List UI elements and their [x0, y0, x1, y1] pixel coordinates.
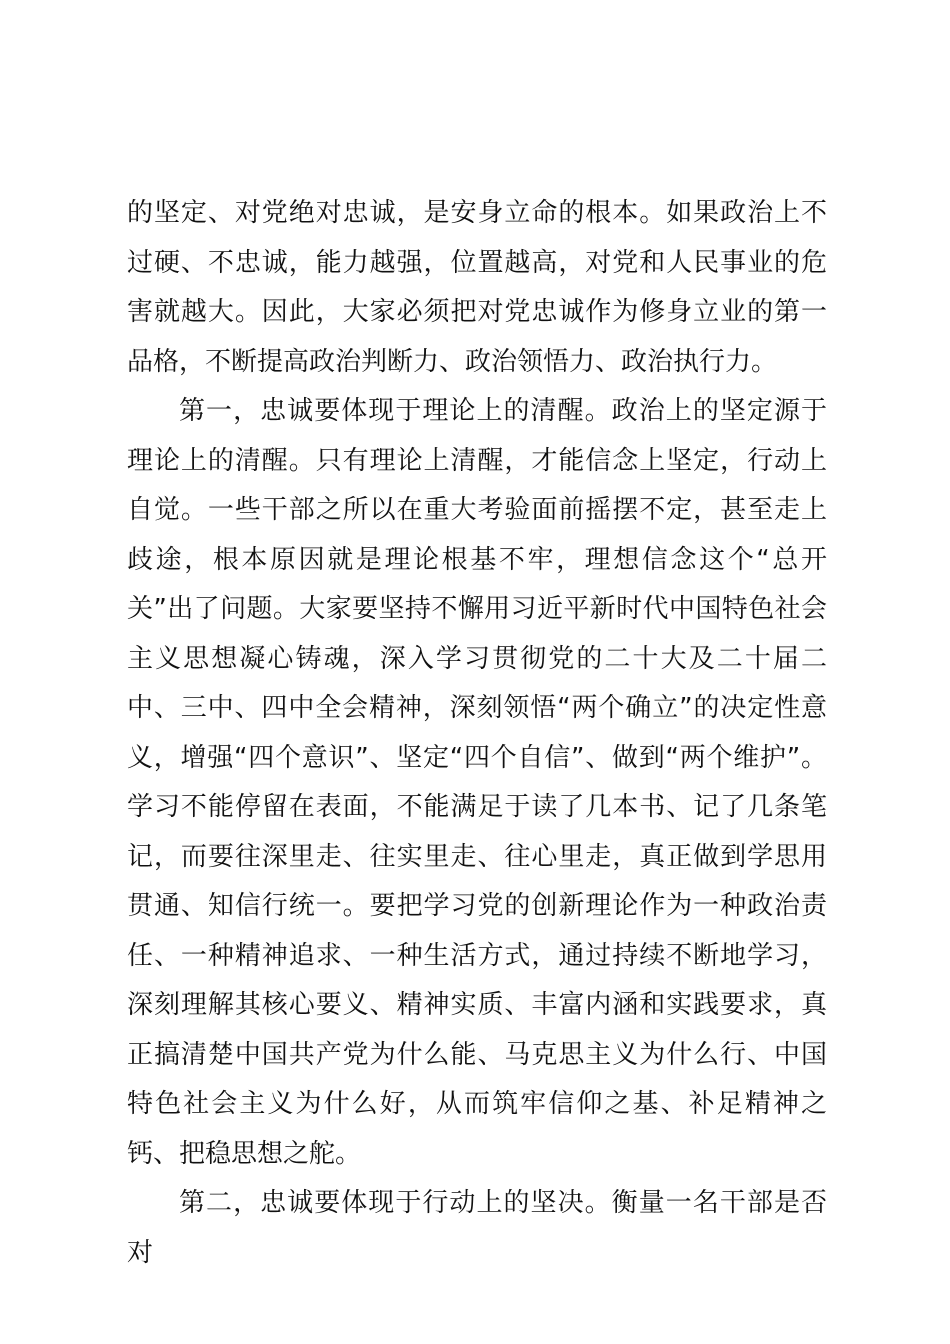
paragraph-first-point: 第一，忠诚要体现于理论上的清醒。政治上的坚定源于理论上的清醒。只有理论上清醒，才能信念上坚定，行动上自觉。一些干部之所以在重大考验面前摇摆不定，甚至走上歧途，根本原因就是理论根基不牢，理想信念这个“总开关”出了问题。大家要坚持不懈用习近平新时代中国特色社会主义思想凝心铸魂，深入学习贯彻党的二十大及二十届二中、三中、四中全会精神，深刻领悟“两个确立”的决定性意义，增强“四个意识”、坚定“四个自信”、做到“两个维护”。学习不能停留在表面，不能满足于读了几本书、记了几条笔记，而要往深里走、往实里走、往心里走，真正做到学思用贯通、知信行统一。要把学习党的创新理论作为一种政治责任、一种精神追求、一种生活方式，通过持续不断地学习，深刻理解其核心要义、精神实质、丰富内涵和实践要求，真正搞清楚中国共产党为什么能、马克思主义为什么行、中国特色社会主义为什么好，从而筑牢信仰之基、补足精神之钙、把稳思想之舵。 — [127, 396, 827, 1169]
paragraph-second-point: 第二，忠诚要体现于行动上的坚决。衡量一名干部是否对 — [127, 1188, 827, 1268]
document-body — [127, 189, 827, 1278]
paragraph-continuation: 的坚定、对党绝对忠诚，是安身立命的根本。如果政治上不过硬、不忠诚，能力越强，位置越高，对党和人民事业的危害就越大。因此，大家必须把对党忠诚作为修身立业的第一品格，不断提高政治判断力、政治领悟力、政治执行力。 — [127, 198, 827, 377]
